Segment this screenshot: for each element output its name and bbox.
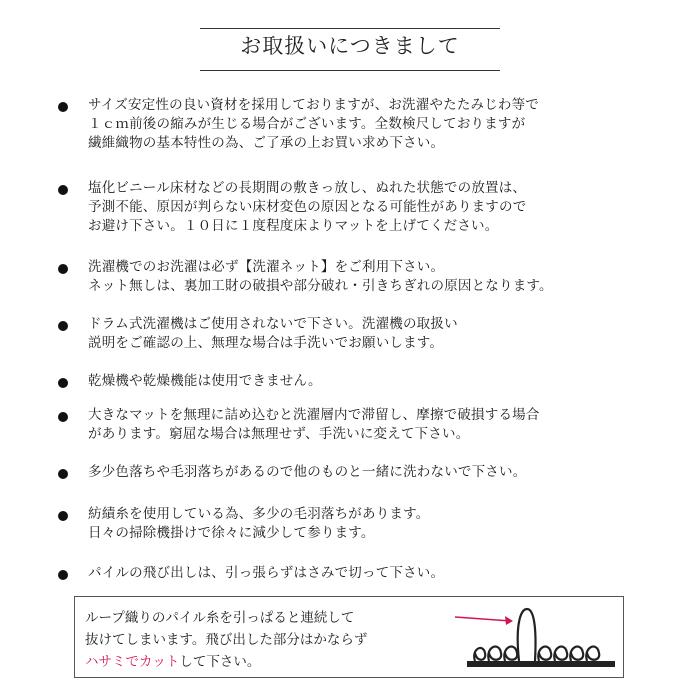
- item-line: 乾燥機や乾燥機能は使用できません。: [88, 373, 322, 389]
- item-line: ネット無しは、裏加工財の破損や部分破れ・引きちぎれの原因となります。: [88, 278, 553, 294]
- note-line: ループ織りのパイル糸を引っぱると連続して: [85, 610, 355, 626]
- item-line: 予測不能、原因が判らない床材変色の原因となる可能性がありますので: [88, 199, 527, 215]
- note-line-rest: して下さい。: [179, 654, 261, 670]
- arrow-head-icon: [505, 616, 513, 625]
- item-line: お避け下さい。１０日に１度程度床よりマットを上げてください。: [88, 218, 499, 234]
- item-line: 大きなマットを無理に詰め込むと洗濯層内で滞留し、摩擦で破損する場合: [88, 407, 540, 423]
- loop-pile-note-box: [74, 596, 624, 678]
- note-line: 抜けてしまいます。飛び出した部分はかならず: [85, 632, 368, 648]
- item-line: ドラム式洗濯機はご使用されないで下さい。洗濯機の取扱い: [88, 316, 458, 332]
- base-backing: [467, 661, 615, 667]
- pile-loops: [474, 609, 599, 661]
- bullet-icon: [58, 185, 68, 195]
- item-line: 紡績糸を使用している為、多少の毛羽落ちがあります。: [88, 506, 430, 522]
- item-line: パイルの飛び出しは、引っ張らずはさみで切って下さい。: [88, 565, 445, 581]
- title-wrap: [0, 30, 700, 66]
- item-line: があります。窮屈な場合は無理せず、手洗いに変えて下さい。: [88, 426, 470, 442]
- note-line-3: [85, 651, 367, 673]
- item-line: 繊維織物の基本特性の為、ご了承の上お買い求め下さい。: [88, 135, 445, 151]
- title-rule-top: [200, 28, 500, 29]
- bullet-icon: [58, 378, 68, 388]
- page-title: お取扱いにつきまして: [240, 34, 460, 58]
- bullet-icon: [58, 102, 68, 112]
- item-line: 日々の掃除機掛けで徐々に減少して参ります。: [88, 525, 375, 541]
- item-line: 塩化ビニール床材などの長期間の敷きっ放し、ぬれた状態での放置は、: [88, 180, 527, 196]
- loop-pile-diagram-icon: [455, 603, 620, 675]
- note-highlight: ハサミでカット: [85, 654, 180, 670]
- note-text: [85, 607, 367, 673]
- bullet-icon: [58, 321, 68, 331]
- bullet-icon: [58, 511, 68, 521]
- item-line: 説明をご確認の上、無理な場合は手洗いでお願いします。: [88, 335, 444, 351]
- bullet-icon: [58, 412, 68, 422]
- item-line: 洗濯機でのお洗濯は必ず【洗濯ネット】をご利用下さい。: [88, 259, 445, 275]
- bullet-icon: [58, 570, 68, 580]
- item-line: サイズ安定性の良い資材を採用しておりますが、お洗濯やたたみじわ等で: [88, 97, 540, 113]
- item-line: １ｃｍ前後の縮みが生じる場合がございます。全数検尺しておりますが: [88, 116, 526, 132]
- item-line: 多少色落ちや毛羽落ちがあるので他のものと一緒に洗わないで下さい。: [88, 464, 527, 480]
- bullet-icon: [58, 469, 68, 479]
- title-rule-bottom: [200, 70, 500, 71]
- bullet-icon: [58, 264, 68, 274]
- arrow-line: [455, 617, 510, 621]
